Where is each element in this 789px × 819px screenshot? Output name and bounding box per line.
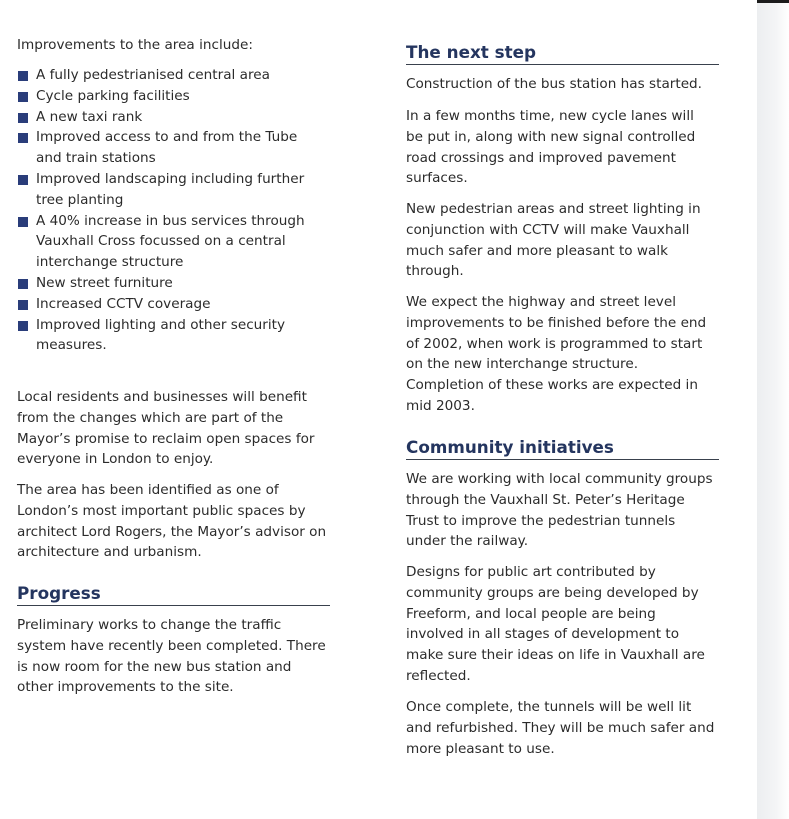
list-item: A fully pedestrianised central area xyxy=(17,65,337,86)
next-step-paragraph-2: In a few months time, new cycle lanes will be put in, along with new signal controlled road crossings and improved pavement surfaces. xyxy=(406,108,696,187)
list-item: Improved landscaping including further tree planting xyxy=(17,169,337,211)
list-item: A new taxi rank xyxy=(17,107,337,128)
next-step-paragraph-1: Construction of the bus station has started. xyxy=(406,76,703,92)
area-identified-paragraph: The area has been identified as one of London’s most important public spaces by architect Lord Rogers, the Mayor’s advisor on architecture and urbanism. xyxy=(17,482,327,561)
improvements-list xyxy=(17,65,337,356)
list-item: Increased CCTV coverage xyxy=(17,294,337,315)
bullet-square-icon xyxy=(18,300,28,310)
next-step-heading: The next step xyxy=(406,42,719,65)
bullet-square-icon xyxy=(18,175,28,185)
progress-paragraph: Preliminary works to change the traffic system have recently been completed. There is now room for the new bus station and other improvements to the site. xyxy=(17,617,326,696)
progress-heading: Progress xyxy=(17,583,330,606)
list-item: A 40% increase in bus services through Vauxhall Cross focussed on a central interchange structure xyxy=(17,211,337,273)
list-item: Improved lighting and other security measures. xyxy=(17,315,337,357)
bullet-square-icon xyxy=(18,217,28,227)
list-item: Cycle parking facilities xyxy=(17,86,337,107)
bullet-square-icon xyxy=(18,279,28,289)
page-edge-shadow xyxy=(757,0,789,819)
residents-paragraph: Local residents and businesses will benefit from the changes which are part of the Mayor’s promise to reclaim open spaces for everyone in London to enjoy. xyxy=(17,389,315,468)
improvements-intro: Improvements to the area include: xyxy=(17,37,253,53)
list-item: New street furniture xyxy=(17,273,337,294)
next-step-paragraph-4: We expect the highway and street level improvements to be finished before the end of 2002, when work is programmed to start on the new interchange structure. Completion of these works are expected in mid 2003. xyxy=(406,294,707,414)
community-paragraph-1: We are working with local community groups through the Vauxhall St. Peter’s Heritage Trust to improve the pedestrian tunnels under the railway. xyxy=(406,471,713,550)
page-edge-line xyxy=(757,0,789,3)
bullet-square-icon xyxy=(18,133,28,143)
bullet-square-icon xyxy=(18,321,28,331)
bullet-square-icon xyxy=(18,92,28,102)
community-paragraph-2: Designs for public art contributed by community groups are being developed by Freeform, and local people are being involved in all stages of development to make sure their ideas on life in Vauxhall are reflected. xyxy=(406,564,705,684)
bullet-square-icon xyxy=(18,113,28,123)
bullet-square-icon xyxy=(18,71,28,81)
community-paragraph-3: Once complete, the tunnels will be well lit and refurbished. They will be much safer and more pleasant to use. xyxy=(406,699,715,757)
community-initiatives-heading: Community initiatives xyxy=(406,437,719,460)
list-item: Improved access to and from the Tube and train stations xyxy=(17,127,337,169)
next-step-paragraph-3: New pedestrian areas and street lighting in conjunction with CCTV will make Vauxhall much safer and more pleasant to walk through. xyxy=(406,201,701,280)
